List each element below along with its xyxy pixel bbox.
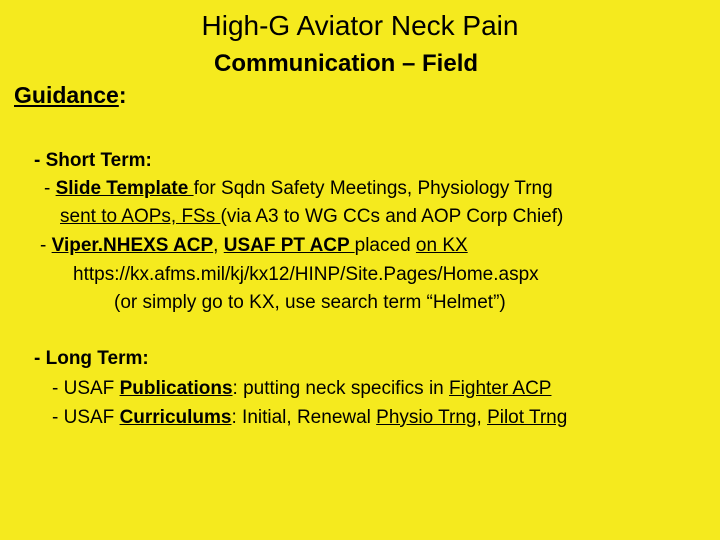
guidance-label (14, 82, 126, 109)
pilot-trng-link[interactable]: Pilot Trng (487, 407, 568, 428)
short-term-line-3 (40, 235, 468, 257)
separator: , (476, 407, 488, 428)
sent-to-aops-link[interactable]: sent to AOPs, FSs (60, 206, 221, 227)
short-term-line-2 (60, 206, 563, 228)
usaf-pt-acp-link[interactable]: USAF PT ACP (223, 235, 355, 256)
slide-subtitle: Communication – Field (214, 50, 479, 77)
colon: : (231, 407, 243, 428)
fighter-acp-link[interactable]: Fighter ACP (449, 378, 552, 399)
slide-title: High-G Aviator Neck Pain (201, 10, 519, 41)
dash: - (40, 235, 52, 256)
slide-template-link[interactable]: Slide Template (55, 178, 194, 199)
colon: : (232, 378, 244, 399)
usaf-prefix: - USAF (52, 378, 120, 399)
kx-url[interactable]: https://kx.afms.mil/kj/kx12/HINP/Site.Pages/Home.aspx (73, 264, 539, 285)
long-term-line-1 (52, 378, 551, 400)
long-term-line-1-text: putting neck specifics in (243, 378, 450, 399)
short-term-line-2-text: (via A3 to WG CCs and AOP Corp Chief) (220, 206, 564, 227)
viper-nhexs-acp-link[interactable]: Viper.NHEXS ACP (51, 235, 214, 256)
curriculums-label: Curriculums (119, 407, 232, 428)
short-term-line-1-text: for Sqdn Safety Meetings, Physiology Trng (193, 178, 553, 199)
kx-search-note: (or simply go to KX, use search term “Helmet”) (114, 292, 506, 313)
physio-trng-link[interactable]: Physio Trng (376, 407, 477, 428)
publications-label: Publications (119, 378, 233, 399)
guidance-colon: : (118, 82, 127, 108)
short-term-heading: - Short Term: (34, 150, 152, 171)
on-kx-link[interactable]: on KX (415, 235, 468, 256)
placed-text: placed (354, 235, 416, 256)
guidance-word: Guidance (14, 82, 119, 108)
dash: - (44, 178, 56, 199)
usaf-prefix: - USAF (52, 407, 120, 428)
long-term-heading: - Long Term: (34, 348, 149, 369)
long-term-line-2-text: Initial, Renewal (242, 407, 377, 428)
long-term-line-2 (52, 407, 567, 429)
short-term-line-1 (44, 178, 553, 200)
separator: , (213, 235, 224, 256)
